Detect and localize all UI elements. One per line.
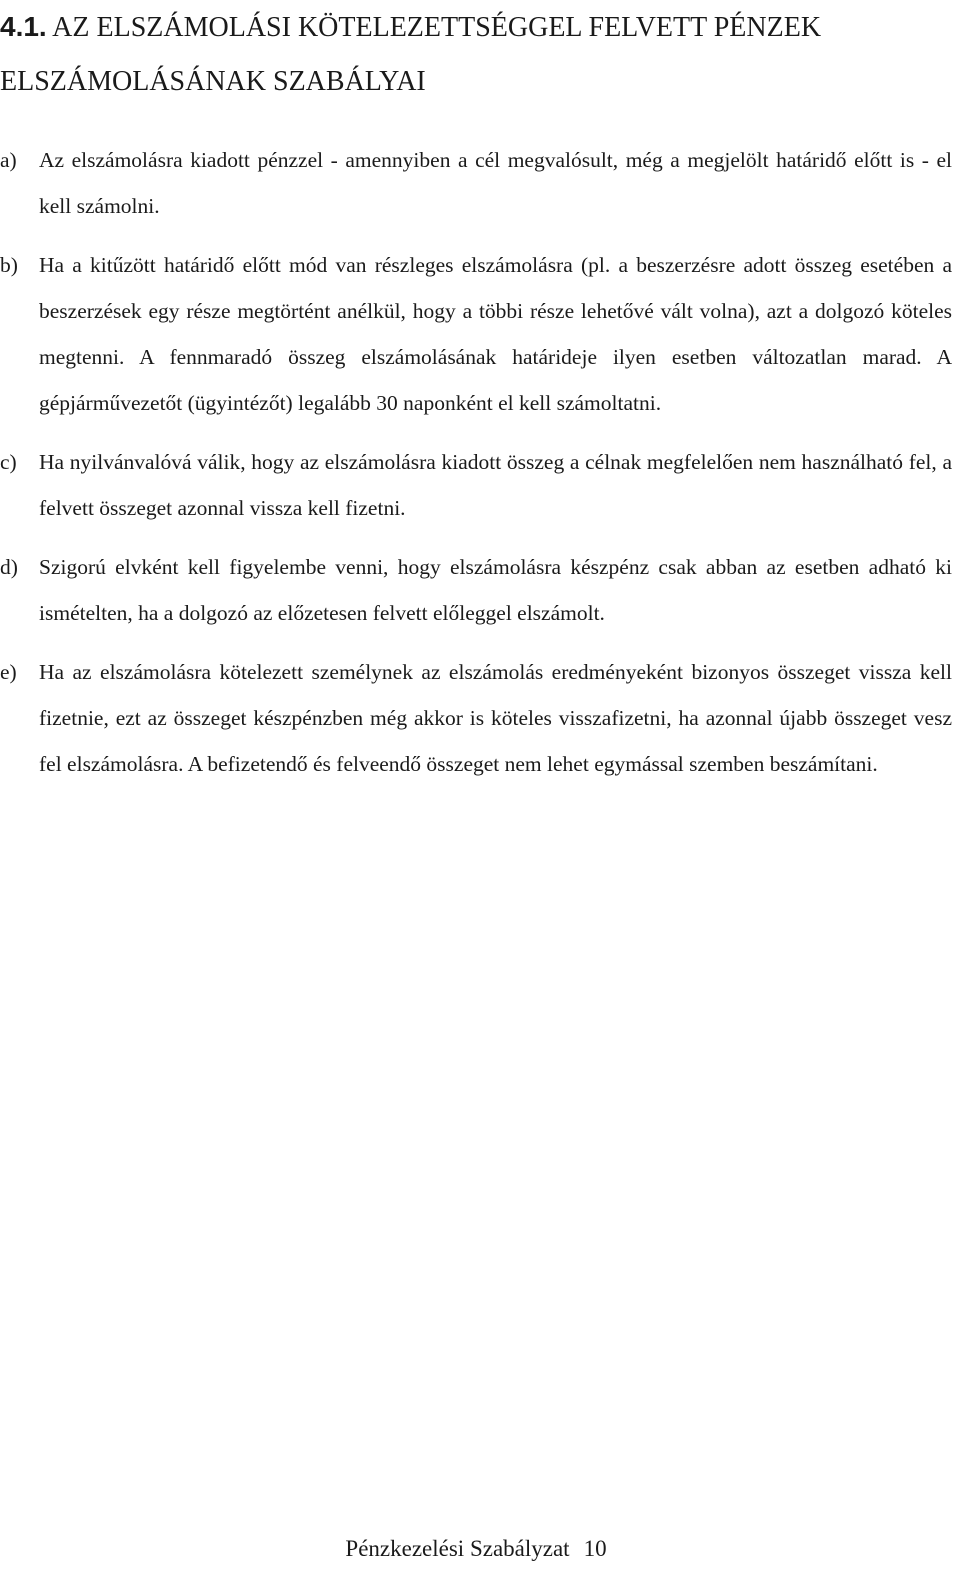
rule-marker: c)	[0, 450, 17, 474]
rule-marker: b)	[0, 253, 18, 277]
rule-marker: d)	[0, 555, 18, 579]
rule-text: Ha nyilvánvalóvá válik, hogy az elszámolásra kiadott összeg a célnak megfelelően nem használható fel, a felvett összeget azonnal vissza kell fizetni.	[39, 450, 952, 520]
rule-item-c	[0, 439, 952, 531]
rule-text: Ha a kitűzött határidő előtt mód van részleges elszámolásra (pl. a beszerzésre adott összeg esetében a beszerzések egy része megtörtént anélkül, hogy a többi része lehetővé vált volna), azt a dolgozó köteles megtenni. A fennmaradó összeg elszámolásának határideje ilyen esetben változatlan marad. A gépjárművezetőt (ügyintézőt) legalább 30 naponként el kell számoltatni.	[39, 253, 952, 415]
rule-item-b	[0, 242, 952, 426]
section-title-part-1: AZ ELSZÁMOLÁSI KÖTELEZETTSÉGGEL FELVETT PÉNZEK	[52, 12, 822, 43]
rule-item-d	[0, 544, 952, 636]
section-heading	[0, 0, 960, 109]
rule-marker: e)	[0, 660, 17, 684]
rule-text: Az elszámolásra kiadott pénzzel - amennyiben a cél megvalósult, még a megjelölt határidő előtt is - el kell számolni.	[39, 148, 952, 218]
rule-item-e	[0, 649, 952, 787]
rule-item-a	[0, 137, 952, 229]
rule-text: Ha az elszámolásra kötelezett személynek az elszámolás eredményeként bizonyos összeget vissza kell fizetnie, ezt az összeget készpénzben még akkor is köteles visszafizetni, ha azonnal újabb összeget vesz fel elszámolásra. A befizetendő és felveendő összeget nem lehet egymással szemben beszámítani.	[39, 660, 952, 776]
rule-text: Szigorú elvként kell figyelembe venni, hogy elszámolásra készpénz csak abban az esetben adható ki ismételten, ha a dolgozó az előzetesen felvett előleggel elszámolt.	[39, 555, 952, 625]
rule-marker: a)	[0, 148, 17, 172]
section-heading-line-1	[0, 0, 960, 55]
footer-document-title: Pénzkezelési Szabályzat	[345, 1536, 570, 1561]
section-title-part-2: ELSZÁMOLÁSÁNAK SZABÁLYAI	[0, 66, 426, 97]
footer-page-number: 10	[583, 1536, 607, 1561]
rules-list	[0, 137, 952, 800]
section-number: 4.1.	[0, 11, 47, 42]
page-footer	[0, 1532, 952, 1566]
